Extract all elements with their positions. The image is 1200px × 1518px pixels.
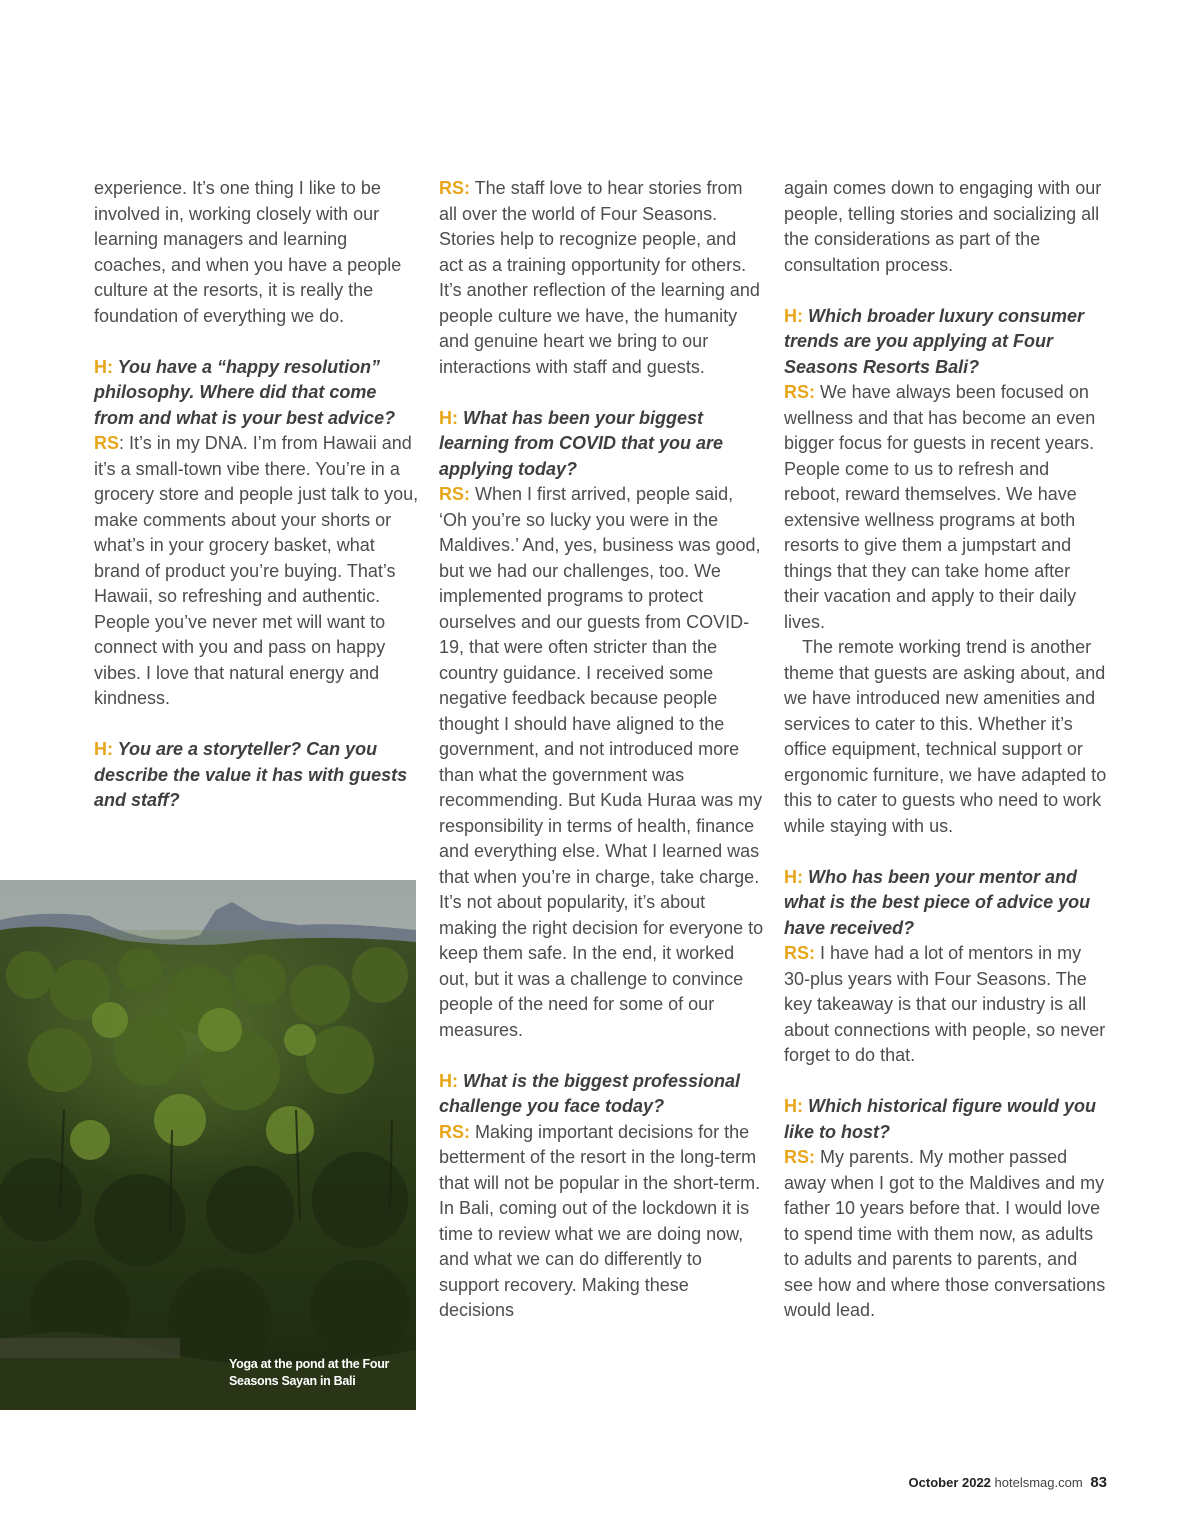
question bbox=[94, 355, 420, 432]
question-tag: H: bbox=[784, 1096, 803, 1116]
answer-text: We have always been focused on wellness and that has become an even bigger focus for guests in recent years. People come to us to refresh and reboot, reward themselves. We have extensive wellness programs at both resorts to give them a jumpstart and things that they can take home after their vacation and apply to their daily lives. bbox=[784, 382, 1096, 632]
answer-tag: RS bbox=[94, 433, 120, 453]
answer-text: My parents. My mother passed away when I got to the Maldives and my father 10 years before that. I would love to spend time with them now, as adults to adults and parents to parents, and see how and where those conversations would lead. bbox=[784, 1147, 1106, 1320]
question bbox=[439, 1069, 765, 1120]
page-number: 83 bbox=[1090, 1474, 1107, 1491]
photo-caption: Yoga at the pond at the Four Seasons Sayan in Bali bbox=[229, 1357, 390, 1388]
question bbox=[784, 1094, 1110, 1145]
question-text: Which historical figure would you like to host? bbox=[784, 1096, 1097, 1142]
question bbox=[784, 304, 1110, 381]
column-3 bbox=[784, 176, 1110, 1324]
jungle-image bbox=[0, 880, 416, 1410]
answer-text: : It’s in my DNA. I’m from Hawaii and it’s a small-town vibe there. You’re in a grocery store and people just talk to you, make comments about your shorts or what’s in your grocery basket, what brand of product you’re buying. That’s Hawaii, so refreshing and authentic. People you’ve never met will want to connect with you and pass on happy vibes. I love that natural energy and kindness. bbox=[94, 433, 419, 708]
answer-text: The staff love to hear stories from all over the world of Four Seasons. Stories help to recognize people, and act as a training opportunity for others. It’s another reflection of the learning and people culture we have, the humanity and genuine heart we bring to our interactions with staff and guests. bbox=[439, 178, 760, 377]
question-text: You have a “happy resolution” philosophy. Where did that come from and what is your best advice? bbox=[94, 356, 396, 428]
answer bbox=[784, 380, 1110, 635]
answer bbox=[94, 431, 420, 712]
question-text: What has been your biggest learning from COVID that you are applying today? bbox=[439, 407, 724, 479]
question-text: What is the biggest professional challenge you face today? bbox=[439, 1070, 741, 1116]
answer bbox=[784, 941, 1110, 1069]
question-tag: H: bbox=[94, 356, 113, 377]
answer-tag: RS: bbox=[784, 1147, 815, 1167]
question-tag: H: bbox=[784, 305, 803, 326]
column-2 bbox=[439, 176, 765, 1324]
question-tag: H: bbox=[439, 407, 458, 428]
question bbox=[439, 406, 765, 483]
answer-text: When I first arrived, people said, ‘Oh you’re so lucky you were in the Maldives.’ And, yes, business was good, but we had our challenges, too. We implemented programs to protect ourselves and our guests from COVID-19, that were often stricter than the country guidance. I received some negative feedback because people thought I should have aligned to the government, and not introduced more than what the government was recommending. But Kuda Huraa was my responsibility in terms of health, finance and everything else. What I learned was that when you’re in charge, take charge. It’s not about popularity, it’s about making the right decision for everyone to keep them safe. In the end, it worked out, but it was a challenge to convince people of the need for some of our measures. bbox=[439, 484, 764, 1040]
question-tag: H: bbox=[94, 739, 113, 759]
site-url: hotelsmag.com bbox=[994, 1475, 1083, 1490]
question-text: Which broader luxury consumer trends are you applying at Four Seasons Resorts Bali? bbox=[784, 305, 1085, 377]
answer bbox=[439, 482, 765, 1043]
question-tag: H: bbox=[439, 1070, 458, 1091]
issue-date: October 2022 bbox=[908, 1475, 991, 1490]
answer bbox=[439, 1120, 765, 1324]
paragraph: experience. It’s one thing I like to be involved in, working closely with our learning managers and learning coaches, and when you have a people culture at the resorts, it is really the foundation of everything we do. bbox=[94, 178, 402, 326]
answer bbox=[439, 176, 765, 380]
jungle-photo bbox=[0, 880, 416, 1410]
answer-tag: RS: bbox=[439, 1121, 470, 1142]
answer-tag: RS: bbox=[439, 484, 470, 504]
answer-text: Making important decisions for the betterment of the resort in the long-term that will not be popular in the short-term. In Bali, coming out of the lockdown it is time to review what we are doing now, and what we can do differently to support recovery. Making these decisions bbox=[439, 1121, 761, 1320]
question bbox=[94, 737, 420, 814]
answer-tag: RS: bbox=[439, 178, 470, 198]
column-1 bbox=[94, 176, 420, 814]
answer-tag: RS: bbox=[784, 382, 815, 402]
question-text: You are a storyteller? Can you describe the value it has with guests and staff? bbox=[94, 739, 408, 810]
page-footer bbox=[909, 1474, 1107, 1491]
answer-tag: RS: bbox=[784, 943, 815, 963]
answer-text: I have had a lot of mentors in my 30-plus years with Four Seasons. The key takeaway is that our industry is all about connections with people, so never forget to do that. bbox=[784, 943, 1106, 1065]
question bbox=[784, 865, 1110, 942]
question-text: Who has been your mentor and what is the best piece of advice you have received? bbox=[784, 866, 1091, 938]
paragraph: again comes down to engaging with our people, telling stories and socializing all the considerations as part of the consultation process. bbox=[784, 178, 1102, 275]
answer bbox=[784, 1145, 1110, 1324]
paragraph: The remote working trend is another theme that guests are asking about, and we have introduced new amenities and services to cater to this. Whether it’s office equipment, technical support or ergonomic furniture, we have adapted to this to cater to guests who need to work while staying with us. bbox=[784, 637, 1107, 836]
question-tag: H: bbox=[784, 866, 803, 887]
